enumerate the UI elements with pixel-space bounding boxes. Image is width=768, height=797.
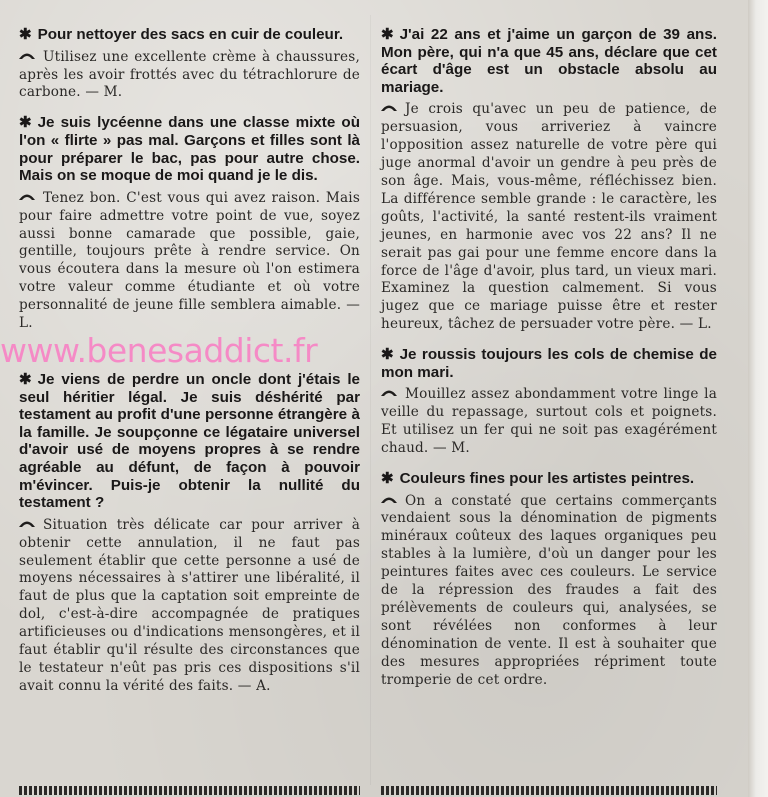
star-icon: ✱ xyxy=(381,469,394,487)
question xyxy=(381,26,717,96)
answer xyxy=(19,49,360,103)
answer-text: Tenez bon. C'est vous qui avez raison. Mais pour faire admettre votre point de vue, soyez aussi bonne camarade que possible, gaie, gentille, toujours prête à rendre service. On vous écoutera dans la mesure où l'on estimera votre valeur comme étudiante et où votre personnalité de jeune fille semblera aimable. — L. xyxy=(19,189,360,332)
answer xyxy=(381,386,717,458)
swoosh-icon xyxy=(19,51,35,59)
question-text: Je viens de perdre un oncle dont j'étais le seul héritier légal. Je suis déshérité par testament au profit d'une personne étrangère à la famille. Je soupçonne ce légataire universel d'avoir usé de moyens propres à se rendre agréable au défunt, de façon à pouvoir m'évincer. Puis-je obtenir la nullité du testament ? xyxy=(19,370,360,512)
qa-item xyxy=(381,470,717,690)
question-text: J'ai 22 ans et j'aime un garçon de 39 ans. Mon père, qui n'a que 45 ans, déclare que cet écart d'âge est un obstacle absolu au mariage. xyxy=(381,26,717,96)
qa-item xyxy=(19,26,360,102)
question xyxy=(19,371,360,512)
star-icon: ✱ xyxy=(19,26,32,43)
answer xyxy=(381,493,717,690)
bottom-rule-left xyxy=(19,786,360,795)
swoosh-icon xyxy=(19,192,35,200)
question xyxy=(381,346,717,381)
question-text: Je roussis toujours les cols de chemise de mon mari. xyxy=(381,346,717,381)
question-text: Pour nettoyer des sacs en cuir de couleur. xyxy=(37,26,344,43)
question xyxy=(19,26,360,44)
swoosh-icon xyxy=(381,495,397,503)
right-column xyxy=(381,26,717,702)
qa-item xyxy=(19,371,360,696)
star-icon: ✱ xyxy=(19,114,32,132)
swoosh-icon xyxy=(381,103,397,111)
answer-text: Utilisez une excellente crème à chaussures, après les avoir frottés avec du tétrachlorure de carbone. — M. xyxy=(19,48,360,101)
question xyxy=(381,470,717,488)
answer-text: Mouillez assez abondamment votre linge la veille du repassage, surtout cols et poignets. Et utilisez un fer qui ne soit pas exagérément chaud. — M. xyxy=(381,386,717,457)
answer xyxy=(19,517,360,696)
watermark: www.benesaddict.fr xyxy=(0,330,318,370)
answer xyxy=(381,101,717,334)
swoosh-icon xyxy=(19,519,35,527)
left-column xyxy=(0,26,360,708)
qa-item xyxy=(19,114,360,333)
column-divider xyxy=(370,15,371,785)
bottom-rule-right xyxy=(381,786,717,795)
question-text: Couleurs fines pour les artistes peintres. xyxy=(399,469,695,487)
answer-text: On a constaté que certains commerçants vendaient sous la dénomination de pigments minéraux coûteux des laques organiques peu stables à la lumière, d'où un danger pour les peintures faites avec ces couleurs. Le service de la répression des fraudes a fait des prélèvements de couleurs qui, analysées, se sont révélées non conformes à leur dénomination de vente. Il est à souhaiter que des mesures appropriées répriment toute tromperie de cet ordre. xyxy=(381,492,717,688)
star-icon: ✱ xyxy=(19,370,32,388)
star-icon: ✱ xyxy=(381,346,394,364)
question-text: Je suis lycéenne dans une classe mixte où l'on « flirte » pas mal. Garçons et filles sont là pour préparer le bac, pas pour autre chose. Mais on se moque de moi quand je le dis. xyxy=(19,114,360,185)
answer xyxy=(19,190,360,333)
star-icon: ✱ xyxy=(381,26,394,43)
qa-item xyxy=(381,26,717,334)
answer-text: Situation très délicate car pour arriver à obtenir cette annulation, il ne faut pas seulement établir que cette personne a usé de moyens nécessaires à s'attirer une libéralité, il faut de plus que la captation soit empreinte de dol, c'est-à-dire accompagnée de pratiques artificieuses ou d'indications mensongères, et il faut établir qu'il résulte des circonstances que le testateur n'eût pas pris ces dispositions s'il avait connu la vérité des faits. — A. xyxy=(19,516,360,694)
page-edge-shadow xyxy=(748,0,768,797)
answer-text: Je crois qu'avec un peu de patience, de persuasion, vous arriveriez à vaincre l'opposition assez naturelle de votre père qui juge anormal d'avoir un gendre à peu près de son âge. Mais, vous-même, réfléchissez bien. La différence semble grande : le caractère, les goûts, l'activité, la santé restent-ils vraiment jeunes, en harmonie avec vos 22 ans? Il ne serait pas gai pour une femme encore dans la force de l'âge d'avoir, plus tard, un vieux mari. Examinez la question calmement. Si vous jugez que ce mariage puisse être et rester heureux, tâchez de persuader votre père. — L. xyxy=(381,101,717,333)
qa-item xyxy=(381,346,717,458)
question xyxy=(19,114,360,184)
swoosh-icon xyxy=(381,388,397,396)
